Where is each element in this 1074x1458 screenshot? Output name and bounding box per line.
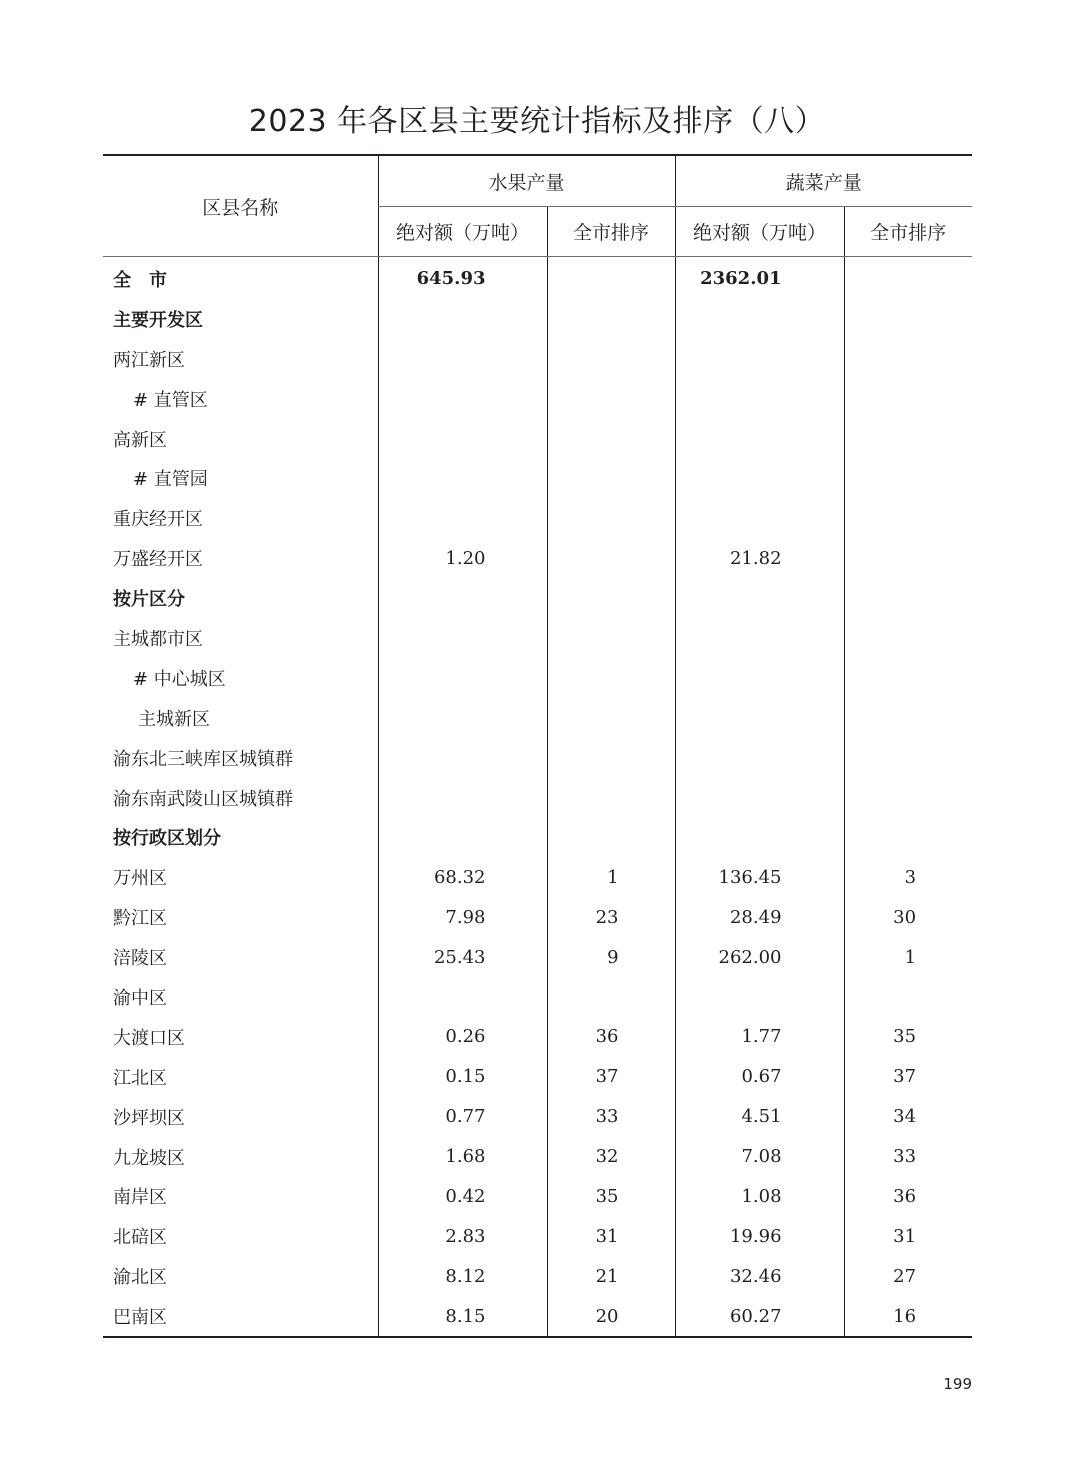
fruit-absolute-cell: 7.98 bbox=[378, 897, 547, 937]
statistics-table bbox=[103, 154, 972, 1338]
table-row bbox=[103, 419, 972, 459]
vegetable-rank-cell: 3 bbox=[844, 857, 972, 897]
vegetable-absolute-cell bbox=[675, 698, 844, 738]
district-name-cell: # 直管区 bbox=[133, 389, 208, 411]
fruit-absolute-cell: 0.15 bbox=[378, 1057, 547, 1097]
vegetable-rank-cell bbox=[844, 618, 972, 658]
district-name-cell: 九龙坡区 bbox=[113, 1147, 185, 1169]
fruit-absolute-cell bbox=[378, 658, 547, 698]
vegetable-rank-cell bbox=[844, 339, 972, 379]
district-name-cell: 江北区 bbox=[113, 1067, 167, 1089]
fruit-absolute-cell bbox=[378, 977, 547, 1017]
fruit-rank-cell: 37 bbox=[547, 1057, 675, 1097]
vegetable-rank-cell bbox=[844, 458, 972, 498]
district-name-header: 区县名称 bbox=[103, 155, 378, 257]
page-title: 2023 年各区县主要统计指标及排序（八） bbox=[248, 104, 826, 139]
table-row bbox=[103, 1097, 972, 1137]
fruit-rank-cell: 36 bbox=[547, 1017, 675, 1057]
vegetable-absolute-cell bbox=[675, 458, 844, 498]
district-name-cell: 主城新区 bbox=[138, 708, 210, 730]
vegetable-rank-cell bbox=[844, 817, 972, 857]
district-name-cell: 主要开发区 bbox=[113, 309, 203, 331]
vegetable-rank-cell: 33 bbox=[844, 1137, 972, 1177]
table-row bbox=[103, 897, 972, 937]
vegetable-absolute-cell: 262.00 bbox=[675, 937, 844, 977]
vegetable-rank-cell: 1 bbox=[844, 937, 972, 977]
vegetable-rank-cell bbox=[844, 778, 972, 818]
vegetable-absolute-cell: 7.08 bbox=[675, 1137, 844, 1177]
table-row bbox=[103, 738, 972, 778]
fruit-absolute-cell: 1.20 bbox=[378, 538, 547, 578]
table-row bbox=[103, 339, 972, 379]
fruit-absolute-cell bbox=[378, 738, 547, 778]
vegetable-absolute-cell: 0.67 bbox=[675, 1057, 844, 1097]
vegetable-absolute-cell: 1.77 bbox=[675, 1017, 844, 1057]
fruit-absolute-cell bbox=[378, 698, 547, 738]
table-row bbox=[103, 379, 972, 419]
vegetable-rank-header: 全市排序 bbox=[844, 207, 972, 257]
fruit-rank-cell: 33 bbox=[547, 1097, 675, 1137]
fruit-absolute-cell bbox=[378, 618, 547, 658]
vegetable-rank-cell bbox=[844, 977, 972, 1017]
vegetable-rank-cell: 36 bbox=[844, 1176, 972, 1216]
fruit-rank-cell: 20 bbox=[547, 1296, 675, 1337]
vegetable-rank-cell bbox=[844, 498, 972, 538]
fruit-rank-cell bbox=[547, 299, 675, 339]
vegetable-absolute-cell: 4.51 bbox=[675, 1097, 844, 1137]
table-row bbox=[103, 1216, 972, 1256]
table-row bbox=[103, 458, 972, 498]
fruit-absolute-cell: 8.12 bbox=[378, 1256, 547, 1296]
fruit-absolute-header: 绝对额（万吨） bbox=[378, 207, 547, 257]
table-row bbox=[103, 857, 972, 897]
vegetable-absolute-cell bbox=[675, 498, 844, 538]
fruit-absolute-cell bbox=[378, 578, 547, 618]
table-row bbox=[103, 538, 972, 578]
district-name-cell: 万州区 bbox=[113, 868, 167, 890]
vegetable-absolute-cell bbox=[675, 778, 844, 818]
fruit-rank-cell bbox=[547, 379, 675, 419]
district-name-cell: 高新区 bbox=[113, 429, 167, 451]
vegetable-output-header: 蔬菜产量 bbox=[675, 155, 972, 207]
table-row bbox=[103, 937, 972, 977]
vegetable-rank-cell: 37 bbox=[844, 1057, 972, 1097]
vegetable-absolute-cell bbox=[675, 658, 844, 698]
table-header bbox=[103, 155, 972, 257]
vegetable-rank-cell: 16 bbox=[844, 1296, 972, 1337]
district-name-cell: 万盛经开区 bbox=[113, 549, 203, 571]
vegetable-absolute-cell bbox=[675, 738, 844, 778]
table-row bbox=[103, 658, 972, 698]
page-number: 199 bbox=[943, 1375, 972, 1393]
fruit-rank-cell bbox=[547, 817, 675, 857]
fruit-rank-cell: 21 bbox=[547, 1256, 675, 1296]
fruit-rank-cell bbox=[547, 458, 675, 498]
vegetable-absolute-header: 绝对额（万吨） bbox=[675, 207, 844, 257]
fruit-absolute-cell: 25.43 bbox=[378, 937, 547, 977]
fruit-rank-cell: 31 bbox=[547, 1216, 675, 1256]
vegetable-rank-cell bbox=[844, 658, 972, 698]
fruit-rank-cell bbox=[547, 778, 675, 818]
vegetable-absolute-cell: 21.82 bbox=[675, 538, 844, 578]
table-row bbox=[103, 578, 972, 618]
table-row bbox=[103, 1256, 972, 1296]
district-name-cell: 巴南区 bbox=[103, 1296, 378, 1337]
table-row bbox=[103, 1176, 972, 1216]
table-row bbox=[103, 498, 972, 538]
fruit-rank-cell: 1 bbox=[547, 857, 675, 897]
district-name-cell: 沙坪坝区 bbox=[113, 1107, 185, 1129]
table-row bbox=[103, 1017, 972, 1057]
fruit-absolute-cell: 68.32 bbox=[378, 857, 547, 897]
vegetable-rank-cell bbox=[844, 698, 972, 738]
fruit-rank-cell bbox=[547, 738, 675, 778]
fruit-absolute-cell: 8.15 bbox=[378, 1296, 547, 1337]
table-row bbox=[103, 977, 972, 1017]
vegetable-absolute-cell: 19.96 bbox=[675, 1216, 844, 1256]
district-name-cell: 按行政区划分 bbox=[113, 828, 221, 850]
fruit-absolute-cell bbox=[378, 817, 547, 857]
district-name-cell: 主城都市区 bbox=[113, 628, 203, 650]
vegetable-absolute-cell: 28.49 bbox=[675, 897, 844, 937]
vegetable-absolute-cell: 60.27 bbox=[675, 1296, 844, 1337]
fruit-rank-cell bbox=[547, 419, 675, 459]
fruit-absolute-cell: 0.42 bbox=[378, 1176, 547, 1216]
district-name-cell: 渝北区 bbox=[113, 1267, 167, 1289]
district-name-cell: # 直管园 bbox=[133, 469, 208, 491]
district-name-cell: 重庆经开区 bbox=[113, 509, 203, 531]
fruit-absolute-cell: 1.68 bbox=[378, 1137, 547, 1177]
vegetable-absolute-cell bbox=[675, 817, 844, 857]
fruit-rank-cell bbox=[547, 538, 675, 578]
vegetable-absolute-cell bbox=[675, 419, 844, 459]
table-row bbox=[103, 1137, 972, 1177]
fruit-rank-cell bbox=[547, 658, 675, 698]
vegetable-rank-cell: 31 bbox=[844, 1216, 972, 1256]
district-name-cell: 大渡口区 bbox=[113, 1027, 185, 1049]
fruit-rank-cell bbox=[547, 698, 675, 738]
fruit-rank-cell bbox=[547, 257, 675, 299]
fruit-rank-cell: 32 bbox=[547, 1137, 675, 1177]
table-body bbox=[103, 257, 972, 1338]
district-name-cell: 渝东南武陵山区城镇群 bbox=[113, 788, 293, 810]
fruit-absolute-cell bbox=[378, 778, 547, 818]
vegetable-rank-cell: 34 bbox=[844, 1097, 972, 1137]
fruit-absolute-cell bbox=[378, 498, 547, 538]
district-name-cell: 按片区分 bbox=[113, 589, 185, 611]
vegetable-absolute-cell bbox=[675, 379, 844, 419]
fruit-absolute-cell bbox=[378, 419, 547, 459]
district-name-cell: 北碚区 bbox=[113, 1227, 167, 1249]
vegetable-absolute-cell bbox=[675, 578, 844, 618]
table-row bbox=[103, 1057, 972, 1097]
fruit-rank-cell: 35 bbox=[547, 1176, 675, 1216]
table-row bbox=[103, 618, 972, 658]
district-name-cell: 黔江区 bbox=[113, 908, 167, 930]
table-row bbox=[103, 257, 972, 299]
district-name-cell: 两江新区 bbox=[113, 349, 185, 371]
fruit-absolute-cell: 0.77 bbox=[378, 1097, 547, 1137]
district-name-cell: 渝东北三峡库区城镇群 bbox=[113, 748, 293, 770]
vegetable-rank-cell bbox=[844, 738, 972, 778]
table-row bbox=[103, 1296, 972, 1337]
fruit-absolute-cell: 2.83 bbox=[378, 1216, 547, 1256]
statistics-table-container bbox=[103, 154, 972, 1338]
vegetable-rank-cell bbox=[844, 538, 972, 578]
district-name-cell: 渝中区 bbox=[113, 987, 167, 1009]
table-row bbox=[103, 778, 972, 818]
vegetable-absolute-cell bbox=[675, 339, 844, 379]
vegetable-absolute-cell bbox=[675, 299, 844, 339]
district-name-cell: 涪陵区 bbox=[113, 948, 167, 970]
fruit-absolute-cell bbox=[378, 339, 547, 379]
fruit-rank-cell: 23 bbox=[547, 897, 675, 937]
district-name-cell: 南岸区 bbox=[113, 1187, 167, 1209]
table-row bbox=[103, 299, 972, 339]
table-row bbox=[103, 698, 972, 738]
vegetable-rank-cell bbox=[844, 419, 972, 459]
vegetable-rank-cell: 27 bbox=[844, 1256, 972, 1296]
fruit-absolute-cell: 0.26 bbox=[378, 1017, 547, 1057]
vegetable-absolute-cell: 2362.01 bbox=[675, 257, 844, 299]
vegetable-absolute-cell: 1.08 bbox=[675, 1176, 844, 1216]
fruit-rank-cell bbox=[547, 339, 675, 379]
fruit-absolute-cell bbox=[378, 299, 547, 339]
vegetable-rank-cell bbox=[844, 379, 972, 419]
fruit-absolute-cell bbox=[378, 458, 547, 498]
fruit-output-header: 水果产量 bbox=[378, 155, 675, 207]
fruit-rank-cell: 9 bbox=[547, 937, 675, 977]
fruit-absolute-cell: 645.93 bbox=[378, 257, 547, 299]
district-name-cell: 全 市 bbox=[113, 269, 167, 291]
fruit-rank-cell bbox=[547, 977, 675, 1017]
vegetable-rank-cell: 30 bbox=[844, 897, 972, 937]
fruit-rank-cell bbox=[547, 618, 675, 658]
vegetable-rank-cell bbox=[844, 578, 972, 618]
vegetable-absolute-cell bbox=[675, 977, 844, 1017]
fruit-rank-cell bbox=[547, 498, 675, 538]
fruit-rank-cell bbox=[547, 578, 675, 618]
vegetable-rank-cell: 35 bbox=[844, 1017, 972, 1057]
vegetable-absolute-cell: 32.46 bbox=[675, 1256, 844, 1296]
table-row bbox=[103, 817, 972, 857]
vegetable-absolute-cell bbox=[675, 618, 844, 658]
vegetable-rank-cell bbox=[844, 257, 972, 299]
vegetable-absolute-cell: 136.45 bbox=[675, 857, 844, 897]
vegetable-rank-cell bbox=[844, 299, 972, 339]
fruit-absolute-cell bbox=[378, 379, 547, 419]
district-name-cell: # 中心城区 bbox=[133, 668, 226, 690]
fruit-rank-header: 全市排序 bbox=[547, 207, 675, 257]
